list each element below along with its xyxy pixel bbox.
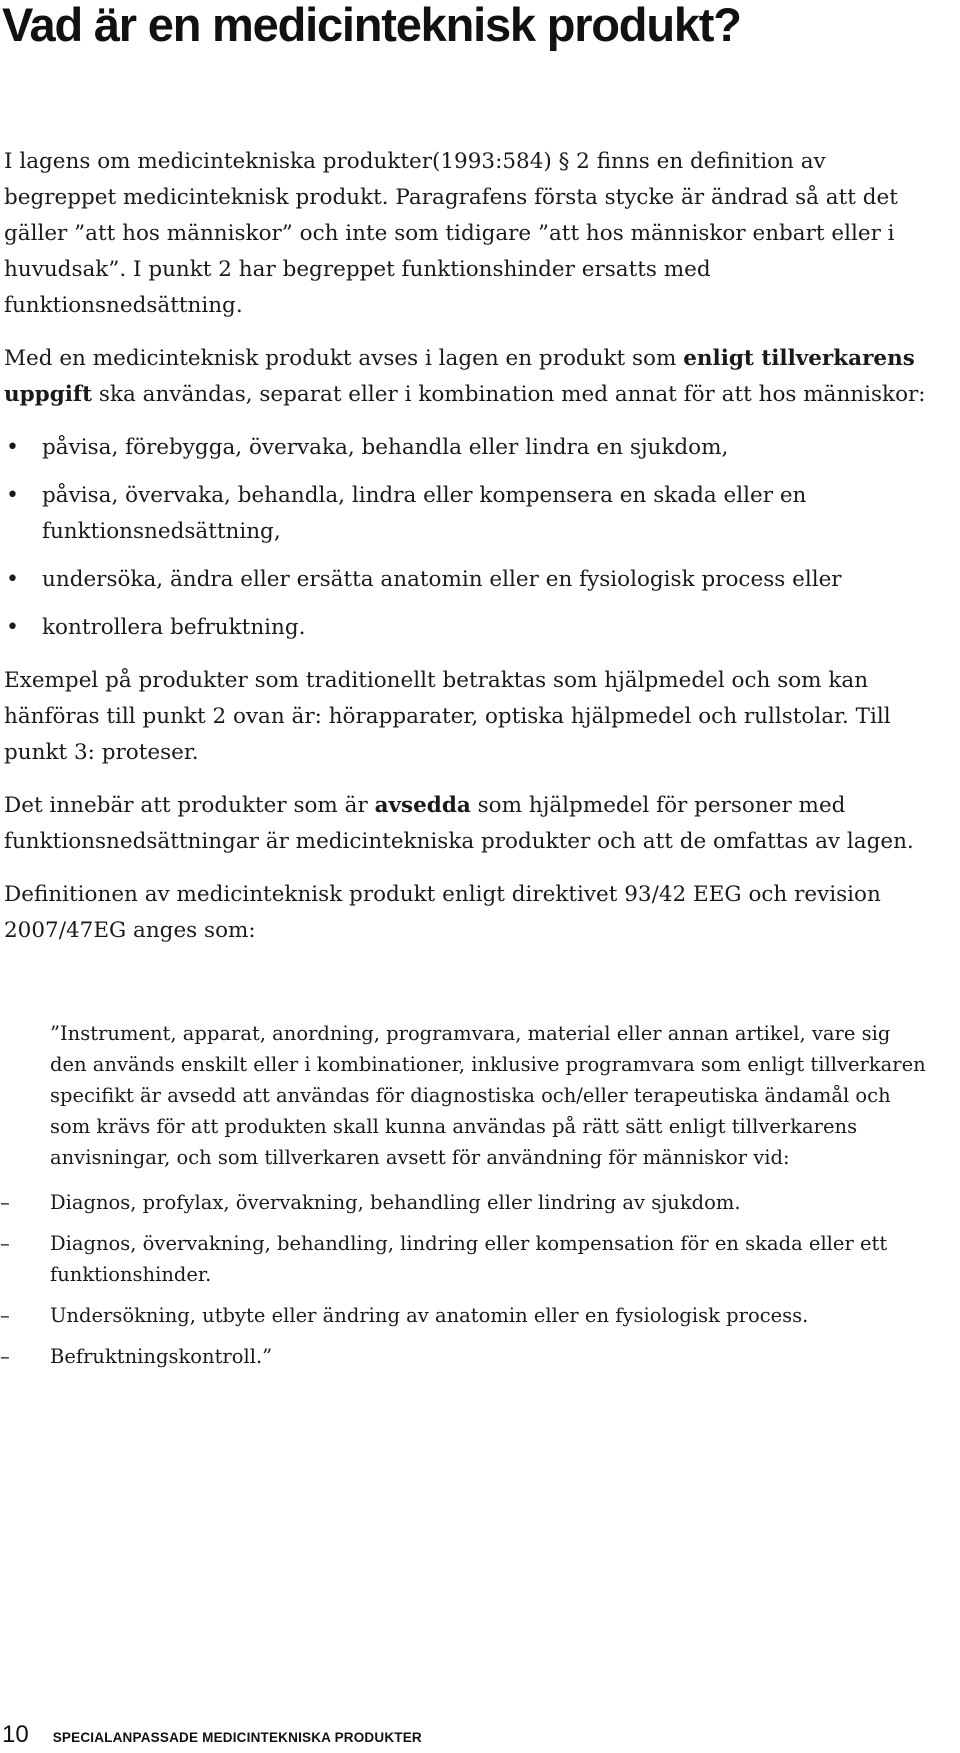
list-item bbox=[0, 1300, 930, 1331]
definition-text-end: ska användas, separat eller i kombination med annat för att hos människor: bbox=[92, 382, 926, 407]
page-footer bbox=[2, 1721, 422, 1749]
definition-text-start: Med en medicinteknisk produkt avses i lagen en produkt som bbox=[4, 346, 684, 371]
bullet-icon: • bbox=[6, 567, 19, 592]
list-item-text: Diagnos, profylax, övervakning, behandling eller lindring av sjukdom. bbox=[50, 1191, 741, 1214]
examples-paragraph: Exempel på produkter som traditionellt betraktas som hjälpmedel och som kan hänföras till punkt 2 ovan är: hörapparater, optiska hjälpmedel och rullstolar. Till punkt 3: proteser. bbox=[4, 668, 891, 765]
list-item-text: Undersökning, utbyte eller ändring av anatomin eller en fysiologisk process. bbox=[50, 1304, 809, 1327]
list-item-text: undersöka, ändra eller ersätta anatomin eller en fysiologisk process eller bbox=[42, 567, 842, 592]
list-item-text: Diagnos, övervakning, behandling, lindring eller kompensation för en skada eller ett funktionshinder. bbox=[50, 1232, 888, 1286]
bullet-icon: • bbox=[6, 615, 19, 640]
dash-icon: – bbox=[0, 1232, 10, 1255]
dash-icon: – bbox=[0, 1345, 10, 1368]
list-item-text: påvisa, förebygga, övervaka, behandla eller lindra en sjukdom, bbox=[42, 435, 729, 460]
list-item bbox=[0, 1228, 930, 1290]
list-item-text: Befruktningskontroll.” bbox=[50, 1345, 273, 1368]
directive-quote bbox=[0, 1018, 930, 1382]
list-item bbox=[4, 430, 944, 466]
main-body bbox=[4, 144, 944, 966]
running-title: SPECIALANPASSADE MEDICINTEKNISKA PRODUKTER bbox=[52, 1730, 422, 1745]
list-item bbox=[0, 1341, 930, 1372]
list-item-text: påvisa, övervaka, behandla, lindra eller kompensera en skada eller en funktionsnedsättning, bbox=[42, 483, 807, 544]
bullet-icon: • bbox=[6, 435, 19, 460]
implication-text-end: som hjälpmedel för personer med funktionsnedsättningar är medicintekniska produkter och att de omfattas av lagen. bbox=[4, 793, 914, 854]
list-item bbox=[4, 610, 944, 646]
intro-paragraph: I lagens om medicintekniska produkter(1993:584) § 2 finns en definition av begreppet medicinteknisk produkt. Paragrafens första stycke är ändrad så att det gäller ”att hos människor” och inte som tidigare ”att hos människor enbart eller i huvudsak”. I punkt 2 har begreppet funktionshinder ersatts med funktionsnedsättning. bbox=[4, 149, 898, 318]
quote-dash-list bbox=[0, 1187, 930, 1372]
implication-paragraph bbox=[4, 788, 944, 860]
list-item bbox=[0, 1187, 930, 1218]
list-item-text: kontrollera befruktning. bbox=[42, 615, 306, 640]
directive-paragraph: Definitionen av medicinteknisk produkt enligt direktivet 93/42 EEG och revision 2007/47EG anges som: bbox=[4, 882, 881, 943]
bullet-icon: • bbox=[6, 483, 19, 508]
purpose-bullet-list bbox=[4, 430, 944, 646]
implication-emphasis: avsedda bbox=[374, 793, 471, 818]
dash-icon: – bbox=[0, 1304, 10, 1327]
quote-intro: ”Instrument, apparat, anordning, programvara, material eller annan artikel, vare sig den används enskilt eller i kombinationer, inklusive programvara som enligt tillverkaren specifikt är avsedd att användas för diagnostiska och/eller terapeutiska ändamål och som krävs för att produkten skall kunna användas på rätt sätt enligt tillverkarens anvisningar, och som tillverkaren avsett för användning för människor vid: bbox=[50, 1022, 926, 1169]
definition-paragraph bbox=[4, 341, 944, 413]
definition-emphasis: enligt tillverkarens uppgift bbox=[4, 346, 915, 407]
page-number: 10 bbox=[2, 1721, 29, 1748]
list-item bbox=[4, 562, 944, 598]
page-title: Vad är en medicinteknisk produkt? bbox=[2, 0, 741, 51]
list-item bbox=[4, 478, 944, 550]
implication-text-start: Det innebär att produkter som är bbox=[4, 793, 375, 818]
dash-icon: – bbox=[0, 1191, 10, 1214]
